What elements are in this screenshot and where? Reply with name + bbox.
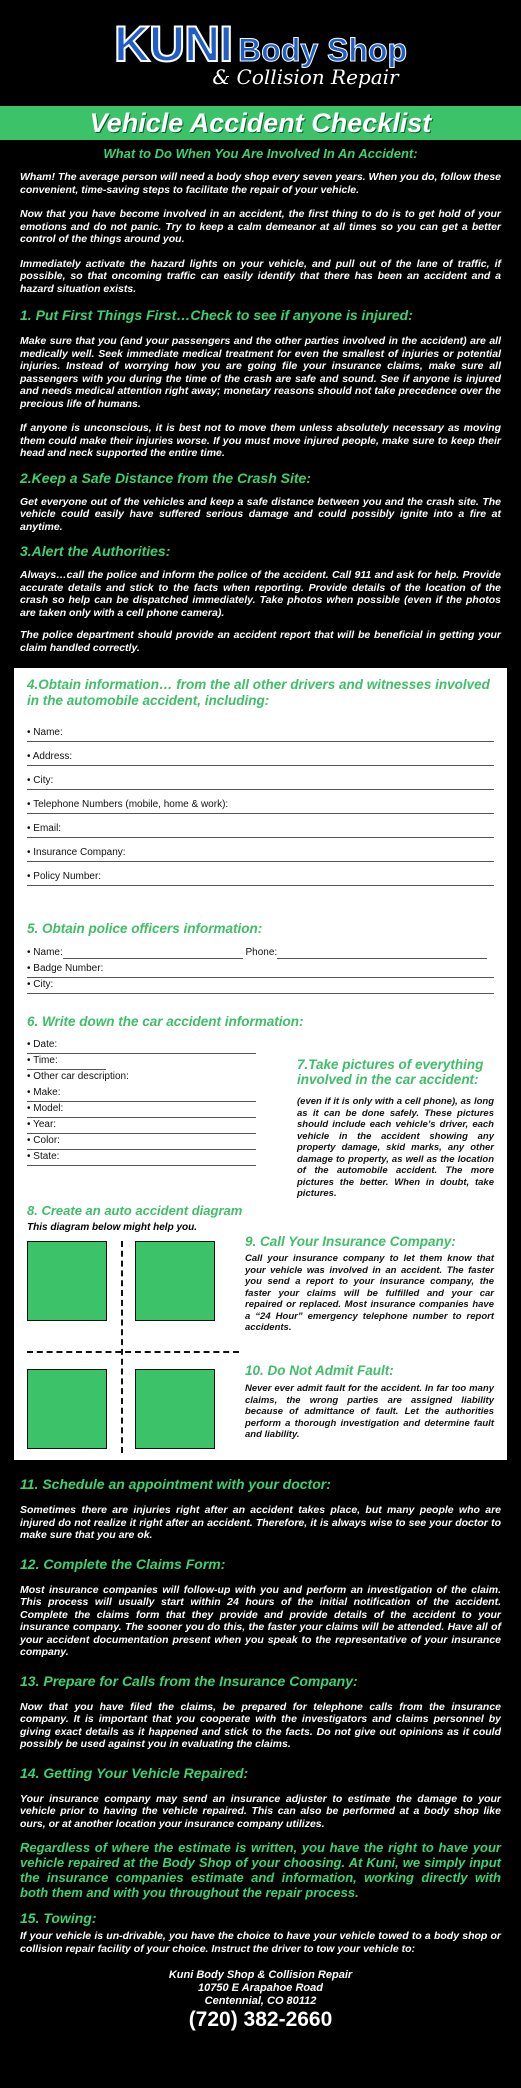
police-phone-line[interactable] (277, 947, 487, 959)
accident-diagram[interactable] (27, 1241, 239, 1453)
s13-heading: 13. Prepare for Calls from the Insurance Company: (20, 1672, 358, 1689)
police-city-row[interactable] (27, 979, 494, 994)
diagram-box-bl (27, 1369, 107, 1449)
info-field-label: • Telephone Numbers (mobile, home & work): (27, 799, 229, 810)
footer (20, 1969, 501, 2032)
s4-heading: 4.Obtain information… from the all other drivers and witnesses involved in the automobile accident, including: (27, 677, 490, 708)
s14-heading: 14. Getting Your Vehicle Repaired: (20, 1764, 249, 1781)
s3-heading: 3.Alert the Authorities: (20, 543, 171, 559)
s1-p1: Make sure that you (and your passengers and the other parties involved in the accident) are all medically well. Seek immediate medical treatment for even the smallest of injuries or potential injuries. Instead of worrying how you are going file your insurance claims, make sure all passengers with you during the time of the crash are safe and sound. See if anyone is injured and needs medical attention right away; monetary reasons should not take precedence over the precious life of humans. (20, 335, 501, 410)
s9-text: Call your insurance company to let them know that your vehicle was involved in an accident. The faster you send a report to your insurance company, the faster your claims will be fulfilled and your car repaired or replaced. Most insurance companies have a “24 Hour” emergency telephone number to report accidents. (245, 1253, 494, 1333)
footer-line1: Kuni Body Shop & Collision Repair (168, 1969, 353, 1981)
diagram-vertical-line (121, 1241, 123, 1453)
info-field-row[interactable] (27, 823, 494, 838)
intro-heading: What to Do When You Are Involved In An Accident: (103, 146, 418, 161)
s9-heading: 9. Call Your Insurance Company: (245, 1234, 456, 1249)
logo-tagline: & Collision Repair (212, 65, 399, 89)
accident-field-label: • Color: (27, 1135, 60, 1146)
accident-field-row[interactable] (27, 1039, 256, 1054)
s1-p2: If anyone is unconscious, it is best not to move them unless absolutely necessary as moving them could make their injuries worse. If you must move injured people, make sure to keep their head and neck supported the entire time. (20, 422, 501, 459)
accident-field-row[interactable] (27, 1135, 256, 1150)
police-name-row (27, 947, 494, 961)
info-field-row[interactable] (27, 727, 494, 742)
accident-field-row[interactable] (27, 1055, 106, 1070)
s14-callout: Regardless of where the estimate is written, you have the right to have your vehicle repaired at the Body Shop of your choosing. At Kuni, we simply input the insurance companies estimate and information, working directly with both them and with you throughout the repair process. (20, 1840, 501, 1900)
info-field-label: • Name: (27, 727, 63, 738)
s14-p1: Your insurance company may send an insurance adjuster to estimate the damage to your vehicle prior to having the vehicle repaired. This can also be performed at a body shop like ours, or at another location your insurance company utilizes. (20, 1792, 501, 1830)
accident-field-row[interactable] (27, 1103, 256, 1118)
s2-heading: 2.Keep a Safe Distance from the Crash Site: (20, 469, 311, 486)
footer-line2: 10750 E Arapahoe Road (198, 1982, 323, 1994)
accident-field-row[interactable] (27, 1087, 256, 1102)
s5-heading: 5. Obtain police officers information: (27, 921, 263, 936)
info-field-label: • City: (27, 775, 54, 786)
info-field-row[interactable] (27, 871, 494, 886)
s12-p1: Most insurance companies will follow-up with you and perform an investigation of the claim. This process will usually start within 24 hours of the initial notification of the accident. Complete the claims form that they provide and provide details of the accident to your insurance company. The sooner you do this, the faster your claims will be attended. Have all of your accident documentation present when you speak to the representative of your insurance company. (20, 1583, 501, 1658)
accident-field-label: • Make: (27, 1087, 61, 1098)
accident-field-label: • State: (27, 1151, 60, 1162)
diagram-box-tr (135, 1241, 215, 1321)
accident-field-label: • Other car description: (27, 1071, 129, 1082)
logo-brand: KUNI (113, 16, 233, 72)
s7-text: (even if it is only with a cell phone), as long as it can be done safely. These pictures should include each vehicle’s driver, each vehicle in the accident showing any property damage, skid marks, any other damage to property, as well as the location of the automobile accident. The more pictures the better. When in doubt, take pictures. (297, 1096, 494, 1199)
accident-field-label: • Time: (27, 1055, 58, 1066)
s8-note: This diagram below might help you. (27, 1222, 198, 1233)
diagram-box-tl (27, 1241, 107, 1321)
police-badge-row[interactable] (27, 963, 494, 978)
intro-p1: Wham! The average person will need a body shop every seven years. When you do, follow these convenient, time-saving steps to facilitate the repair of your vehicle. (20, 171, 501, 196)
intro-p3: Immediately activate the hazard lights on your vehicle, and pull out of the lane of traffic, if possible, so that oncoming traffic can easily identify that there has been an accident and a hazard situation exists. (20, 257, 501, 295)
diagram-box-br (135, 1369, 215, 1449)
s3-p2: The police department should provide an accident report that will be beneficial in getting your claim handled correctly. (20, 629, 501, 654)
accident-field-row[interactable] (27, 1151, 256, 1166)
s2-p1: Get everyone out of the vehicles and keep a safe distance between you and the crash site. The vehicle could easily have suffered serious damage and could possibly ignite into a fire at anytime. (20, 495, 501, 533)
intro-p2: Now that you have become involved in an accident, the first thing to do is to get hold of your emotions and do not panic. Try to keep a calm demeanor at all times so you can get a better control of the things around you. (20, 208, 501, 245)
s15-heading: 15. Towing: (20, 1910, 97, 1926)
s13-p1: Now that you have filed the claims, be prepared for telephone calls from the insurance company. It is important that you cooperate with the investigators and claims personnel by giving exact details as it happened and stick to the facts. Do not give out opinions as it could possibly be used against you in evaluating the claims. (20, 1700, 501, 1750)
footer-phone[interactable]: (720) 382-2660 (188, 2008, 333, 2031)
footer-line3: Centennial, CO 80112 (204, 1995, 317, 2007)
info-field-label: • Policy Number: (27, 871, 102, 882)
s11-p1: Sometimes there are injuries right after an accident takes place, but many people who are injured do not realize it right after an accident. Therefore, it is always wise to see your doctor to make sure that you are ok. (20, 1504, 501, 1541)
info-field-row[interactable] (27, 847, 494, 862)
accident-field-row[interactable] (27, 1071, 256, 1085)
s11-heading: 11. Schedule an appointment with your doctor: (20, 1476, 331, 1492)
s10-heading: 10. Do Not Admit Fault: (245, 1363, 394, 1378)
police-phone-label: Phone: (245, 947, 278, 958)
s15-p1: If your vehicle is un-drivable, you have the choice to have your vehicle towed to a body shop or collision repair facility of your choice. Instruct the driver to tow your vehicle to: (20, 1930, 501, 1955)
page-title: Vehicle Accident Checklist (89, 107, 432, 138)
s10-text: Never ever admit fault for the accident. In far too many claims, the wrong parties are assigned liability because of admittance of fault. Let the authorities perform a thorough investigation and determine fault and liability. (245, 1383, 494, 1440)
s6-heading: 6. Write down the car accident information: (27, 1014, 304, 1029)
s3-p1: Always…call the police and inform the police of the accident. Call 911 and ask for help. Provide accurate details and stick to the facts when reporting. Provide details of the location of the crash so help can be dispatched immediately. Take photos when possible (even if the photos are taken only with a cell phone camera). (20, 569, 501, 619)
s7-heading: 7.Take pictures of everything involved in the car accident: (297, 1057, 484, 1087)
form-box (14, 668, 507, 1460)
police-badge-label: • Badge Number: (27, 963, 104, 974)
logo (0, 0, 521, 104)
info-field-row[interactable] (27, 775, 494, 790)
info-field-label: • Email: (27, 823, 62, 834)
info-field-row[interactable] (27, 751, 494, 766)
police-name-label: • Name: (27, 947, 63, 958)
accident-field-label: • Year: (27, 1119, 57, 1130)
info-field-row[interactable] (27, 799, 494, 814)
s12-heading: 12. Complete the Claims Form: (20, 1555, 226, 1572)
police-name-line[interactable] (63, 947, 243, 959)
accident-field-label: • Date: (27, 1039, 58, 1050)
diagram-horizontal-line (27, 1351, 239, 1353)
s1-heading: 1. Put First Things First…Check to see if anyone is injured: (20, 307, 413, 323)
logo-name: Body Shop (238, 32, 408, 68)
accident-field-row[interactable] (27, 1119, 256, 1134)
police-city-label: • City: (27, 979, 54, 990)
title-banner (0, 106, 521, 140)
accident-field-label: • Model: (27, 1103, 64, 1114)
info-field-label: • Insurance Company: (27, 847, 126, 858)
info-field-label: • Address: (27, 751, 73, 762)
s8-heading: 8. Create an auto accident diagram (27, 1203, 243, 1218)
